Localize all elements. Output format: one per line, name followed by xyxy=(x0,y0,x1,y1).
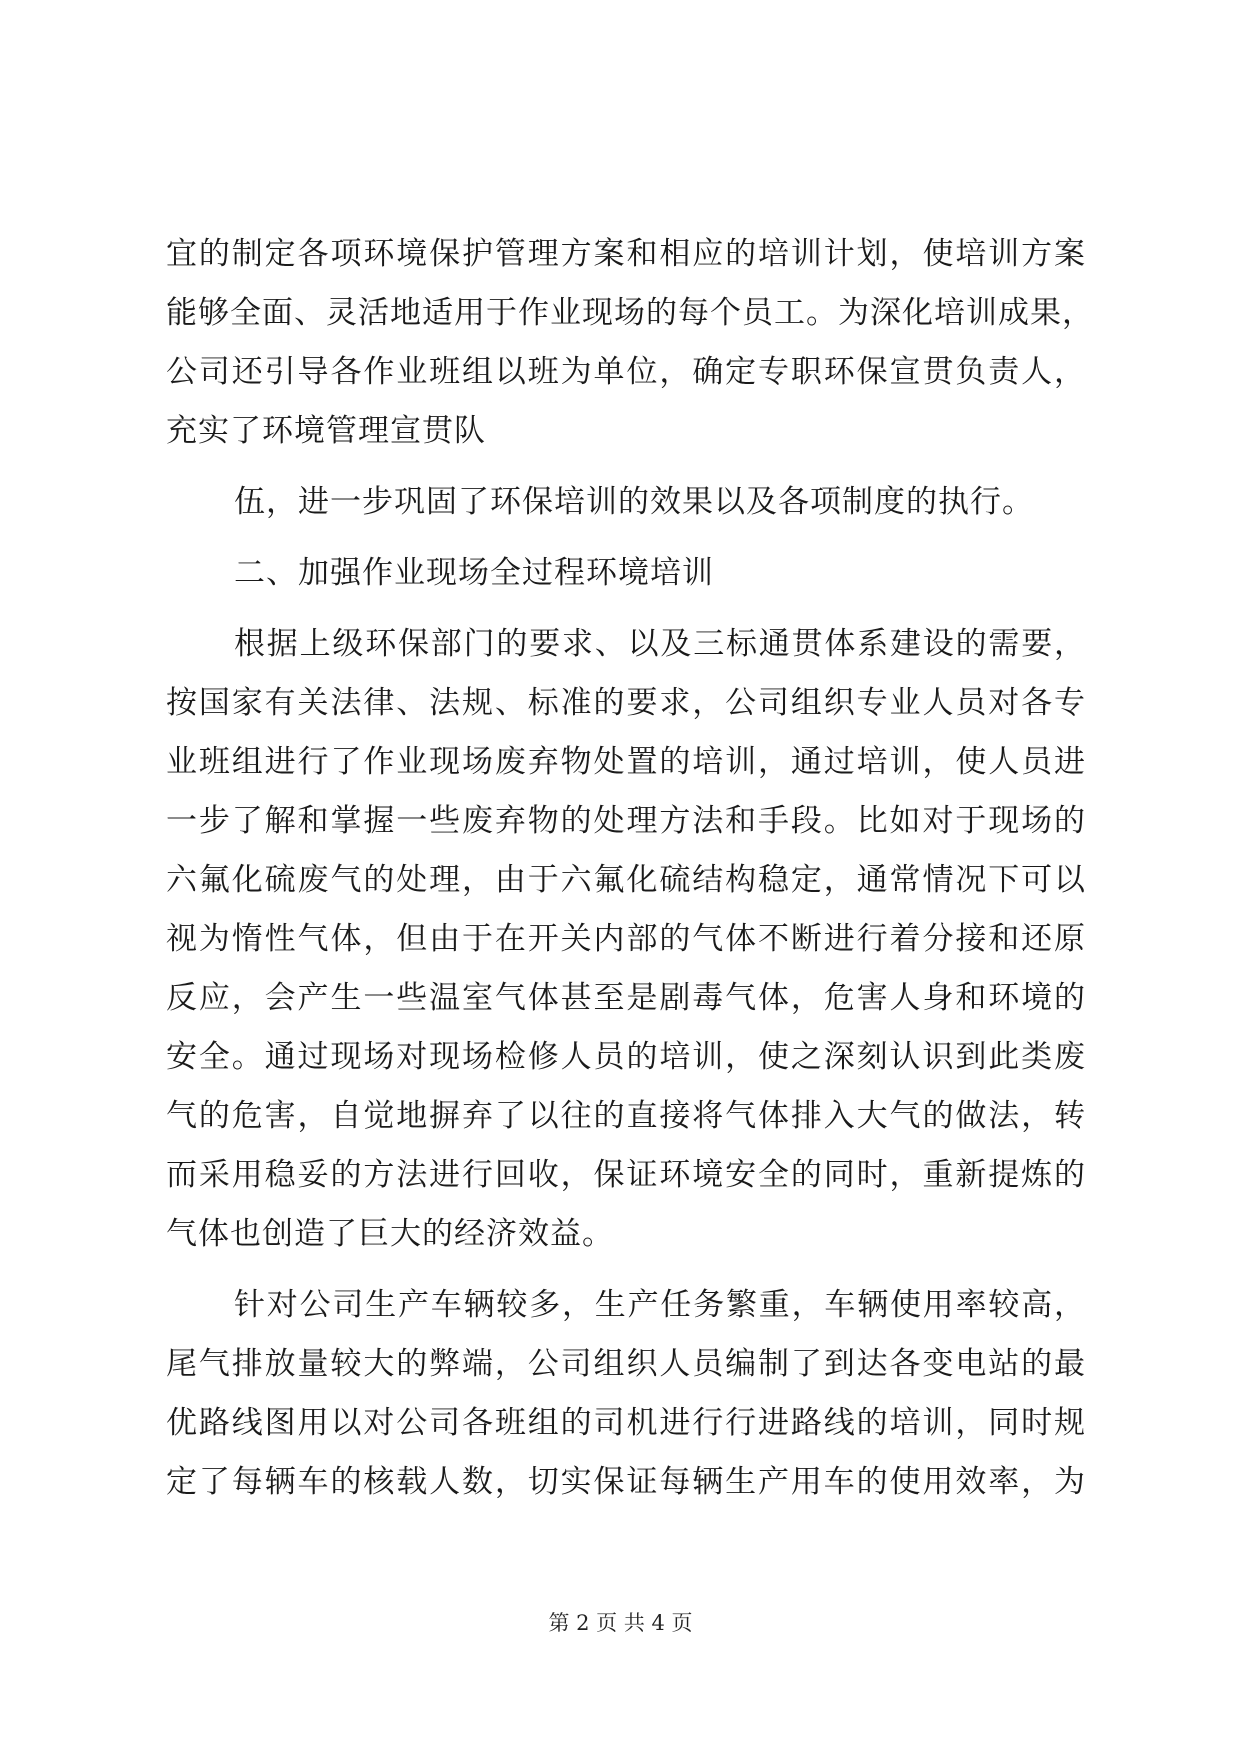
text-line: 伍，进一步巩固了环保培训的效果以及各项制度的执行。 xyxy=(234,484,1034,520)
text-line: 反应，会产生一些温室气体甚至是剧毒气体，危害人身和环境的 xyxy=(166,980,1086,1016)
text-line: 定了每辆车的核载人数，切实保证每辆生产用车的使用效率，为 xyxy=(166,1464,1086,1500)
text-line: 气的危害，自觉地摒弃了以往的直接将气体排入大气的做法，转 xyxy=(166,1098,1086,1134)
page-number-footer: 第 2 页 共 4 页 xyxy=(548,1611,693,1635)
text-line: 而采用稳妥的方法进行回收，保证环境安全的同时，重新提炼的 xyxy=(166,1157,1086,1193)
text-line: 视为惰性气体，但由于在开关内部的气体不断进行着分接和还原 xyxy=(166,921,1086,957)
heading-line: 二、加强作业现场全过程环境培训 xyxy=(234,555,714,591)
paragraph-2 xyxy=(166,473,1086,532)
text-line: 尾气排放量较大的弊端，公司组织人员编制了到达各变电站的最 xyxy=(166,1346,1086,1382)
text-line: 根据上级环保部门的要求、以及三标通贯体系建设的需要， xyxy=(234,626,1086,662)
text-line: 按国家有关法律、法规、标准的要求，公司组织专业人员对各专 xyxy=(166,685,1086,721)
document-body xyxy=(166,225,1094,1512)
text-line: 宜的制定各项环境保护管理方案和相应的培训计划，使培训方案 xyxy=(166,236,1086,272)
text-line: 充实了环境管理宣贯队 xyxy=(166,413,486,449)
text-line: 公司还引导各作业班组以班为单位，确定专职环保宣贯负责人， xyxy=(166,354,1086,390)
text-line: 能够全面、灵活地适用于作业现场的每个员工。为深化培训成果， xyxy=(166,295,1094,331)
text-line: 针对公司生产车辆较多，生产任务繁重，车辆使用率较高， xyxy=(234,1287,1086,1323)
text-line: 安全。通过现场对现场检修人员的培训，使之深刻认识到此类废 xyxy=(166,1039,1086,1075)
paragraph-1 xyxy=(166,225,1094,461)
text-line: 业班组进行了作业现场废弃物处置的培训，通过培训，使人员进 xyxy=(166,744,1086,780)
paragraph-4 xyxy=(166,1276,1086,1512)
text-line: 一步了解和掌握一些废弃物的处理方法和手段。比如对于现场的 xyxy=(166,803,1086,839)
paragraph-3 xyxy=(166,615,1086,1264)
text-line: 六氟化硫废气的处理，由于六氟化硫结构稳定，通常情况下可以 xyxy=(166,862,1086,898)
text-line: 优路线图用以对公司各班组的司机进行行进路线的培训，同时规 xyxy=(166,1405,1086,1441)
section-heading xyxy=(166,544,1086,603)
text-line: 气体也创造了巨大的经济效益。 xyxy=(166,1216,614,1252)
